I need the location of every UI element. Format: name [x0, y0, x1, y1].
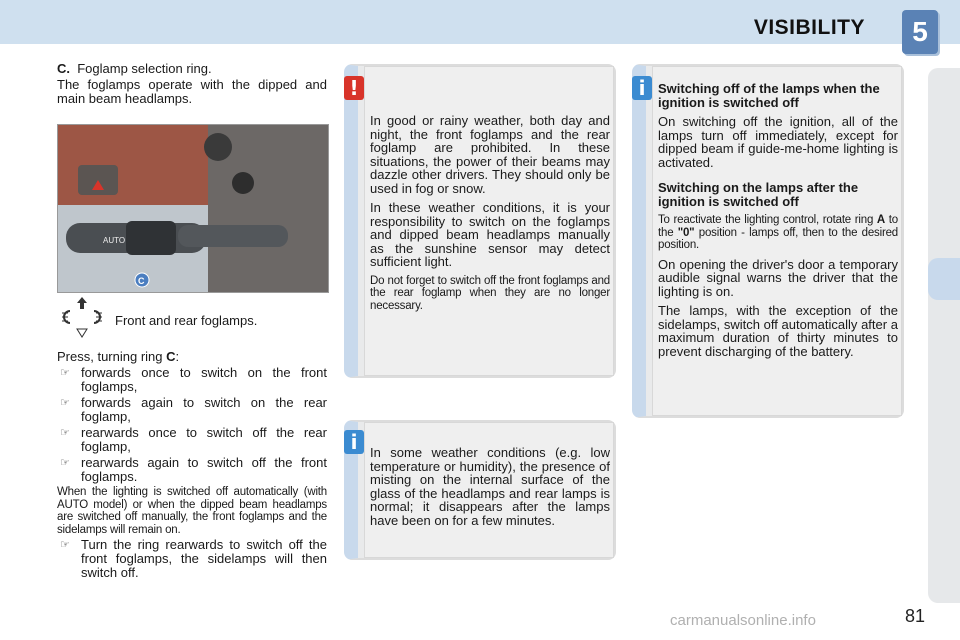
page-title: VISIBILITY	[753, 16, 865, 39]
foglamp-icon	[60, 297, 104, 339]
chapter-side-tab-active	[928, 258, 960, 300]
lamps-heading-1: Switching off of the lamps when the ignition is switched off	[658, 81, 880, 110]
lamps-text	[658, 82, 898, 364]
bullet-text: forwards again to switch on the rear foglamp,	[81, 395, 327, 424]
chapter-side-tab	[928, 68, 960, 603]
auto-paragraph: When the lighting is switched off automatically (with AUTO model) or when the dipped beam headlamps are switched off manually, the front foglamps and the sidelamps will remain on.	[57, 486, 327, 536]
list-item	[57, 426, 327, 454]
chapter-number-tab: 5	[902, 10, 938, 54]
lamps-p2	[658, 214, 898, 252]
bullet-text: forwards once to switch on the front foglamps,	[81, 365, 327, 394]
info-icon: i	[632, 76, 652, 100]
intro-label: C.	[57, 61, 70, 76]
pointer-icon: ☞	[60, 427, 70, 439]
lamps-p2-a: To reactivate the lighting control, rotate ring	[658, 214, 877, 226]
press-instructions	[57, 350, 327, 582]
list-item	[57, 456, 327, 484]
intro-text: Foglamp selection ring.	[77, 61, 212, 76]
page-number: 81	[905, 606, 926, 626]
press-prefix: Press, turning ring	[57, 349, 167, 364]
intro-paragraph: The foglamps operate with the dipped and main beam headlamps.	[57, 77, 327, 106]
bullet-text: rearwards again to switch off the front foglamps.	[81, 455, 327, 484]
pointer-icon: ☞	[60, 367, 70, 379]
left-column	[57, 62, 327, 108]
warning-icon: !	[344, 76, 364, 100]
stalk-illustration	[58, 125, 328, 292]
list-item	[57, 396, 327, 424]
misting-text	[370, 446, 610, 533]
warning-p2: In these weather conditions, it is your responsibility to switch on the foglamps and dipped beam headlamps manually as the sunshine sensor may detect sufficient light.	[370, 200, 610, 269]
lamps-p1: On switching off the ignition, all of the lamps turn off immediately, except for dipped beam if guide-me-home lighting is activated.	[658, 114, 898, 170]
ring-c-label: C	[138, 276, 145, 286]
foglamp-caption: Front and rear foglamps.	[115, 313, 258, 328]
lamps-p2-ring: A	[876, 214, 886, 226]
warning-p3: Do not forget to switch off the front foglamps and the rear foglamp when they are no longer necessary.	[370, 274, 610, 312]
lamps-p2-c: position - lamps off, then to the desired position.	[658, 226, 898, 251]
press-suffix: :	[175, 349, 180, 364]
watermark: carmanualsonline.info	[670, 612, 816, 629]
list-item	[57, 366, 327, 394]
bullet-text: Turn the ring rearwards to switch off the front foglamps, the sidelamps will then switch off.	[81, 537, 327, 580]
lamps-p2-b: to the	[658, 214, 898, 239]
auto-label: AUTO	[103, 236, 126, 245]
lamps-p3: On opening the driver's door a temporary audible signal warns the driver that the lighting is on.	[658, 256, 898, 299]
warning-text	[370, 114, 610, 318]
warning-p1: In good or rainy weather, both day and night, the front foglamps and the rear foglamp are prohibited. In these situations, the power of their beams may dazzle other drivers. They should only be used in fog or snow.	[370, 113, 610, 196]
press-ring: C	[166, 349, 176, 364]
info-icon: i	[344, 430, 364, 454]
lamps-heading-2: Switching on the lamps after the ignition is switched off	[658, 180, 859, 209]
press-line	[57, 350, 327, 364]
pointer-icon: ☞	[60, 457, 70, 469]
misting-p1: In some weather conditions (e.g. low temperature or humidity), the presence of misting on the internal surface of the glass of the headlamps and rear lamps is normal; it disappears after the lamps have been on for a few minutes.	[370, 445, 610, 528]
pointer-icon: ☞	[60, 539, 70, 551]
stalk-photo	[57, 124, 329, 293]
lamps-p2-pos: "0"	[677, 226, 695, 239]
lamps-p4: The lamps, with the exception of the sidelamps, switch off automatically after a maximum duration of thirty minutes to prevent discharging of the battery.	[658, 303, 898, 359]
list-item	[57, 538, 327, 580]
pointer-icon: ☞	[60, 397, 70, 409]
intro-line	[57, 62, 327, 76]
bullet-text: rearwards once to switch off the rear foglamp,	[81, 425, 327, 454]
